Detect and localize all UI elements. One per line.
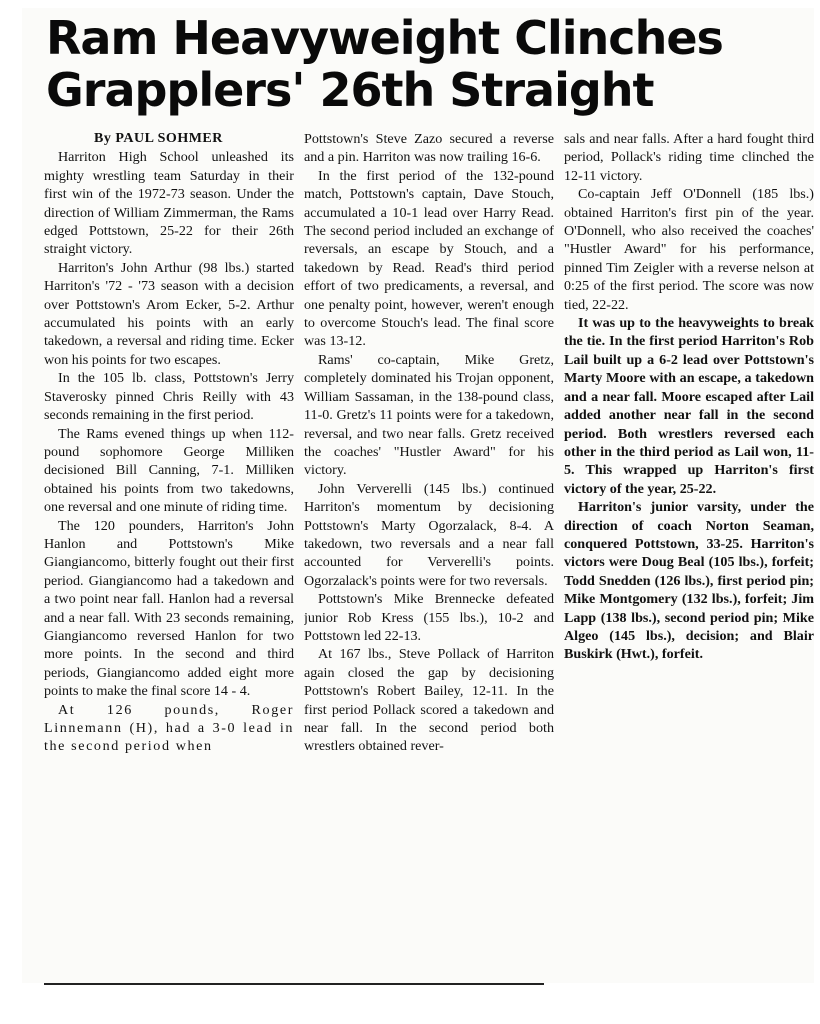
column-2 (304, 130, 554, 982)
headline-line-1: Ram Heavyweight Clinches (46, 11, 723, 65)
paragraph: Pottstown's Steve Zazo secured a reverse and a pin. Harriton was now trailing 16-6. (304, 131, 554, 166)
paragraph: Harriton's junior varsity, under the direction of coach Norton Seaman, conquered Pottstown, 33-25. Harriton's victors were Doug Beal (105 lbs.), forfeit; Todd Snedden (126 lbs.), first period pin; Mike Montgomery (132 lbs.), forfeit; Jim Lapp (138 lbs.), second period pin; Mike Algeo (145 lbs.), decision; and Blair Buskirk (Hwt.), forfeit. (564, 499, 814, 663)
paragraph: John Ververelli (145 lbs.) continued Harriton's momentum by decisioning Pottstown's Marty Ogorzalack, 8-4. A takedown, two reversals and a near fall accounted for Ververelli's points. Ogorzalack's points were for two reversals. (304, 480, 554, 589)
column-1 (44, 130, 294, 982)
headline (46, 12, 806, 116)
paragraph: Co-captain Jeff O'Donnell (185 lbs.) obtained Harriton's first pin of the year. O'Donnell, who also received the coaches' "Hustler Award" for his performance, pinned Tim Zeigler with a reverse nelson at 0:25 of the first period. The score was now tied, 22-22. (564, 186, 814, 313)
paragraph: Rams' co-captain, Mike Gretz, completely dominated his Trojan opponent, William Sassaman, in the 138-pound class, 11-0. Gretz's 11 points were for a takedown, reversal, and two near falls. Gretz received the coaches' "Hustler Award" for his victory. (304, 351, 554, 479)
column-3 (564, 130, 814, 982)
paragraph: At 126 pounds, Roger Linnemann (H), had a 3-0 lead in the second period when (44, 701, 294, 755)
byline: By PAUL SOHMER (94, 131, 223, 146)
headline-line-2: Grapplers' 26th Straight (46, 63, 654, 117)
paragraph: It was up to the heavyweights to break the tie. In the first period Harriton's Rob Lail built up a 6-2 lead over Pottstown's Marty Moore with an escape, a takedown and a near fall. Moore escaped after Lail added another near fall in the second period. Both wrestlers reversed each other in the third period as Lail won, 11-5. This wrapped up Harriton's first victory of the year, 25-22. (564, 315, 814, 497)
paragraph: Pottstown's Mike Brennecke defeated junior Rob Kress (155 lbs.), 10-2 and Pottstown led 22-13. (304, 591, 554, 644)
paragraph: In the 105 lb. class, Pottstown's Jerry Staverosky pinned Chris Reilly with 43 seconds remaining in the first period. (44, 370, 294, 424)
bottom-rule (44, 983, 544, 985)
article-body (44, 130, 816, 982)
paragraph: Harriton's John Arthur (98 lbs.) started Harriton's '72 - '73 season with a decision over Pottstown's Arom Ecker, 5-2. Arthur accumulated his points with an early takedown, a reversal and riding time. Ecker won his points for two escapes. (44, 259, 294, 368)
paragraph: In the first period of the 132-pound match, Pottstown's captain, Dave Stouch, accumulated a 10-1 lead over Harry Read. The second period included an exchange of reversals, an escape by Stouch, and a takedown by Read. Read's third period effort of two predicaments, a reversal, and one penalty point, however, weren't enough to overcome Stouch's lead. The final score was 13-12. (304, 167, 554, 350)
paragraph: At 167 lbs., Steve Pollack of Harriton again closed the gap by decisioning Pottstown's Robert Bailey, 12-11. In the first period Pollack scored a takedown and near fall. In the second period both wrestlers obtained rever- (304, 646, 554, 755)
paragraph: The 120 pounders, Harriton's John Hanlon and Pottstown's Mike Giangiancomo, bitterly fought out their first period. Giangiancomo had a takedown and a two point near fall. Hanlon had a reversal and a near fall. With 23 seconds remaining, Giangiancomo reversed Hanlon for two more points. In the second and third periods, Giangiancomo added eight more points to make the final score 14 - 4. (44, 517, 294, 700)
paragraph: Harriton High School unleashed its mighty wrestling team Saturday in their first win of the 1972-73 season. Under the direction of William Zimmerman, the Rams edged Pottstown, 25-22 for their 26th straight victory. (44, 149, 294, 258)
paragraph: sals and near falls. After a hard fought third period, Pollack's riding time clinched the 12-11 victory. (564, 131, 814, 184)
paragraph: The Rams evened things up when 112-pound sophomore George Milliken decisioned Bill Canning, 7-1. Milliken obtained his points from two takedowns, one reversal and one minute of riding time. (44, 425, 294, 516)
